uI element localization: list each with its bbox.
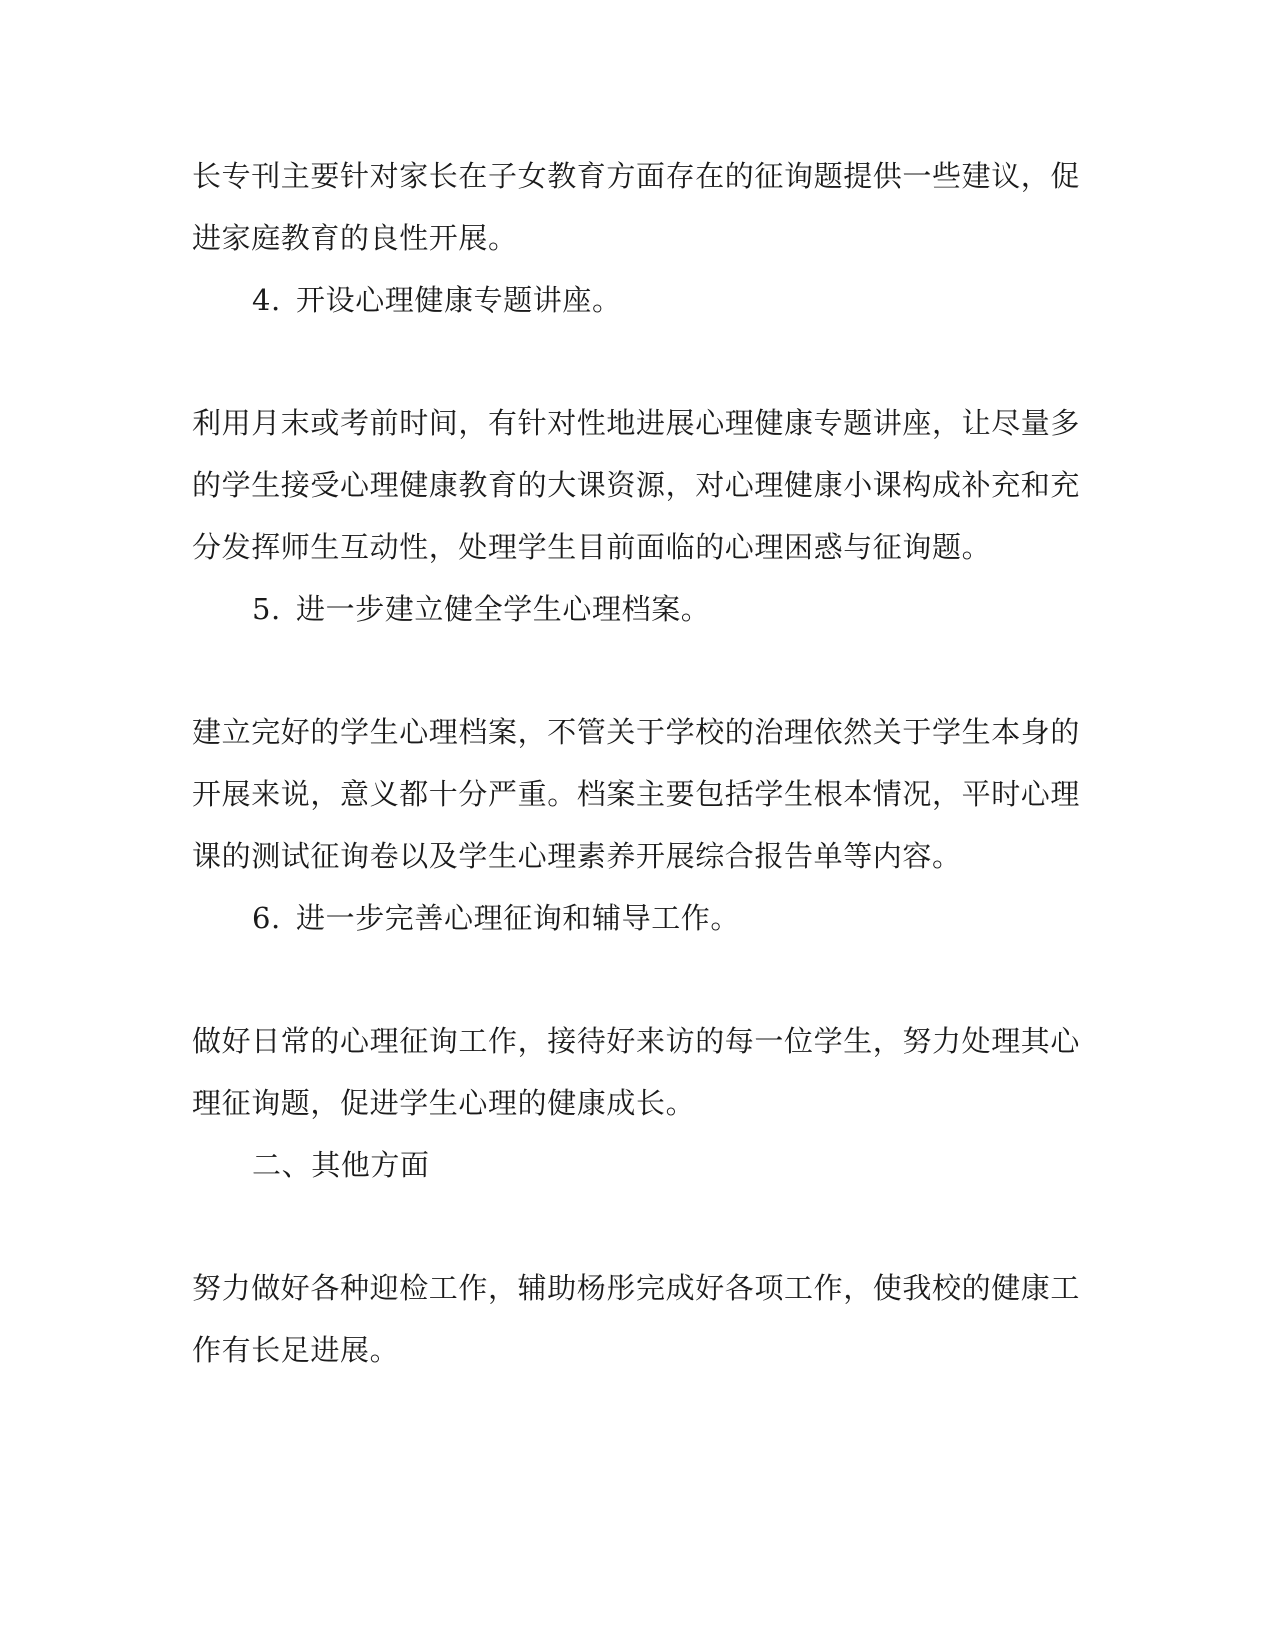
- section-heading: 二、其他方面: [252, 1148, 430, 1182]
- paragraph-line: 开展来说，意义都十分严重。档案主要包括学生根本情况，平时心理: [192, 777, 1081, 811]
- paragraph-line: 理征询题，促进学生心理的健康成长。: [192, 1086, 696, 1120]
- list-heading-4: [252, 280, 1132, 320]
- list-number: 5.: [252, 592, 281, 626]
- paragraph-line: 建立完好的学生心理档案，不管关于学校的治理依然关于学生本身的: [192, 715, 1081, 749]
- paragraph-line: 做好日常的心理征询工作，接待好来访的每一位学生，努力处理其心: [192, 1024, 1081, 1058]
- list-heading-text: 进一步建立健全学生心理档案。: [296, 592, 711, 626]
- paragraph-line: 利用月末或考前时间，有针对性地进展心理健康专题讲座，让尽量多: [192, 406, 1081, 440]
- paragraph-line: 进家庭教育的良性开展。: [192, 221, 518, 255]
- paragraph-line: 的学生接受心理健康教育的大课资源，对心理健康小课构成补充和充: [192, 468, 1081, 502]
- paragraph-line: 努力做好各种迎检工作，辅助杨彤完成好各项工作，使我校的健康工: [192, 1271, 1081, 1305]
- paragraph-line: 课的测试征询卷以及学生心理素养开展综合报告单等内容。: [192, 839, 962, 873]
- list-heading-5: [252, 589, 1132, 629]
- list-heading-6: [252, 898, 1132, 938]
- paragraph-line: 分发挥师生互动性，处理学生目前面临的心理困惑与征询题。: [192, 530, 992, 564]
- list-heading-text: 进一步完善心理征询和辅导工作。: [296, 901, 741, 935]
- paragraph-line: 长专刊主要针对家长在子女教育方面存在的征询题提供一些建议，促: [192, 159, 1081, 193]
- list-heading-text: 开设心理健康专题讲座。: [296, 283, 622, 317]
- list-number: 6.: [252, 901, 281, 935]
- paragraph-line: 作有长足进展。: [192, 1333, 400, 1367]
- list-number: 4.: [252, 283, 281, 317]
